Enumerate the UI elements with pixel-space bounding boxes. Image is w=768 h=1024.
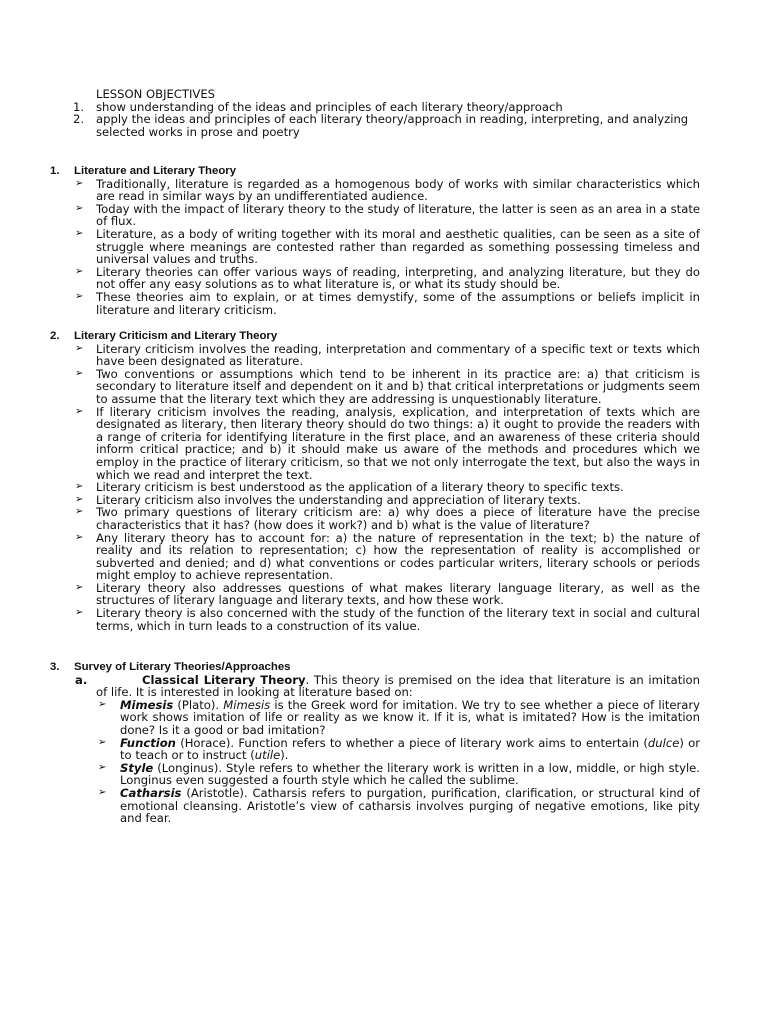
- bullet-item: [50, 532, 700, 582]
- term-description: Function refers to whether a piece of literary work aims to entertain (: [238, 735, 648, 750]
- bullet-item: [50, 266, 700, 291]
- subsection-classical-literary-theory: [50, 674, 700, 699]
- bullet-item: [50, 406, 700, 482]
- arrow-bullet-icon: ➢: [75, 481, 84, 493]
- bullet-text: Literary theory also addresses questions of what makes literary language literary, as well as the structures of literary language and literary texts, and how these work.: [96, 580, 700, 608]
- section-title: Survey of Literary Theories/Approaches: [74, 661, 291, 673]
- arrow-bullet-icon: ➢: [75, 265, 84, 277]
- arrow-bullet-icon: ➢: [75, 581, 84, 593]
- bullet-text: If literary criticism involves the reading, analysis, explication, and interpretation of texts which are designated as literary, then literary theory should do two things: a) it ought to provide the readers with a range of criteria for identifying literature in the first place, and an awareness of these criteria should inform critical practice; and b) it should make us aware of the methods and procedures which we employ in the practice of literary criticism, so that we not only interrogate the text, but also the ways in which we read and interpret the text.: [96, 404, 700, 482]
- bullet-item: [50, 291, 700, 316]
- bullet-item: [50, 607, 700, 632]
- objective-item: [73, 113, 713, 138]
- section-number: 1.: [50, 165, 60, 177]
- bullet-text: Literary criticism is best understood as the application of a literary theory to specific texts.: [96, 480, 624, 495]
- term-italic: Mimesis: [223, 697, 271, 712]
- arrow-bullet-icon: ➢: [98, 698, 107, 710]
- arrow-bullet-icon: ➢: [75, 607, 84, 619]
- bullet-text: These theories aim to explain, or at times demystify, some of the assumptions or beliefs implicit in literature and literary criticism.: [96, 289, 700, 317]
- section-number: 2.: [50, 330, 60, 342]
- subsection-title: Classical Literary Theory: [142, 672, 306, 687]
- section-survey-of-literary-theories: [50, 661, 700, 825]
- bullet-text: Literary criticism involves the reading, interpretation and commentary of a specific text or texts which have been designated as literature.: [96, 341, 700, 369]
- section-title: Literature and Literary Theory: [74, 165, 237, 177]
- section-literature-and-literary-theory: [50, 165, 700, 316]
- term: Function: [120, 735, 176, 750]
- bullet-item: [50, 343, 700, 368]
- arrow-bullet-icon: ➢: [75, 290, 84, 302]
- objectives-title: LESSON OBJECTIVES: [96, 87, 216, 101]
- term-description: ).: [280, 748, 289, 763]
- bullet-text: Any literary theory has to account for: a) the nature of representation in the text; b) the nature of reality and its relation to representation; c) how the representation of reality is accomplished or subverted and denied; and d) what conventions or codes particular writers, literary schools or periods might employ to achieve representation.: [96, 530, 700, 583]
- arrow-bullet-icon: ➢: [98, 736, 107, 748]
- lesson-objectives: [73, 88, 713, 138]
- section-literary-criticism-and-literary-theory: [50, 330, 700, 632]
- arrow-bullet-icon: ➢: [75, 506, 84, 518]
- arrow-bullet-icon: ➢: [75, 227, 84, 239]
- arrow-bullet-icon: ➢: [75, 531, 84, 543]
- bullet-text: Traditionally, literature is regarded as a homogenous body of works with similar characteristics which are read in similar ways by an undifferentiated audience.: [96, 176, 700, 204]
- bullet-item: [50, 178, 700, 203]
- objective-number: 2.: [73, 112, 85, 127]
- subsection-letter: a.: [75, 672, 88, 687]
- term-source: (Longinus).: [153, 760, 227, 775]
- section-title: Literary Criticism and Literary Theory: [74, 330, 278, 342]
- section-number: 3.: [50, 661, 60, 673]
- arrow-bullet-icon: ➢: [75, 177, 84, 189]
- term: Catharsis: [120, 785, 182, 800]
- sub-bullet-item: [50, 737, 700, 762]
- arrow-bullet-icon: ➢: [98, 786, 107, 798]
- bullet-text: Literary theory is also concerned with the study of the function of the literary text in social and cultural terms, which in turn leads to a construction of its value.: [96, 606, 700, 633]
- objective-text: apply the ideas and principles of each literary theory/approach in reading, interpreting, and analyzing selected works in prose and poetry: [96, 112, 689, 139]
- bullet-item: [50, 228, 700, 266]
- bullet-text: Literary criticism also involves the understanding and appreciation of literary texts.: [96, 492, 581, 507]
- bullet-item: [50, 582, 700, 607]
- arrow-bullet-icon: ➢: [75, 405, 84, 417]
- term: Mimesis: [120, 697, 174, 712]
- objective-number: 1.: [73, 99, 85, 114]
- term-source: (Aristotle).: [181, 785, 253, 800]
- term-source: (Plato).: [173, 697, 224, 712]
- arrow-bullet-icon: ➢: [75, 342, 84, 354]
- objective-text: show understanding of the ideas and principles of each literary theory/approach: [96, 99, 563, 114]
- term-description: Catharsis refers to purgation, purification, clarification, or structural kind of emotional cleansing. Aristotle’s view of catharsis involves purging of negative emotions, like pity and fear.: [120, 785, 700, 826]
- arrow-bullet-icon: ➢: [75, 367, 84, 379]
- term-description: is the Greek word for imitation. We try to see whether a piece of literary work shows imitation of life or reality as we know it. If it is, what is imitated? How is the imitation done? Is it a good or bad imitation?: [120, 697, 700, 737]
- sub-bullet-item: [50, 762, 700, 787]
- arrow-bullet-icon: ➢: [75, 493, 84, 505]
- bullet-text: Two primary questions of literary criticism are: a) why does a piece of literature have the precise characteristics that it has? (how does it work?) and b) what is the value of literature?: [96, 505, 700, 532]
- arrow-bullet-icon: ➢: [98, 761, 107, 773]
- term-source: (Horace).: [175, 735, 239, 750]
- term-italic: utile: [254, 748, 281, 763]
- bullet-text: Literature, as a body of writing together with its moral and aesthetic qualities, can be seen as a site of struggle where meanings are contested rather than regarded as something possessing timeless and universal values and truths.: [96, 226, 700, 267]
- term-italic: dulce: [647, 735, 680, 750]
- sub-bullet-item: [50, 787, 700, 825]
- bullet-item: [50, 368, 700, 406]
- bullet-item: [50, 506, 700, 531]
- arrow-bullet-icon: ➢: [75, 202, 84, 214]
- bullet-item: [50, 203, 700, 228]
- sub-bullet-item: [50, 699, 700, 737]
- bullet-text: Today with the impact of literary theory to the study of literature, the latter is seen as an area in a state of flux.: [96, 201, 700, 229]
- term-description: Style refers to whether the literary work is written in a low, middle, or high style. Longinus even suggested a fourth style which he called the sublime.: [120, 760, 700, 788]
- subsection-intro: . This theory is premised on the idea that literature is an imitation of life. It is interested in looking at literature based on:: [96, 672, 700, 700]
- bullet-text: Two conventions or assumptions which tend to be inherent in its practice are: a) that criticism is secondary to literature itself and dependent on it and b) that critical interpretations or judgments seem to assume that the literary text which they are addressing is unquestionably literature.: [96, 366, 700, 406]
- bullet-text: Literary theories can offer various ways of reading, interpreting, and analyzing literature, but they do not offer any easy solutions as to what literature is, or what its study should be.: [96, 264, 700, 292]
- term: Style: [120, 760, 154, 775]
- term-description: ) or to teach or to instruct (: [120, 735, 700, 763]
